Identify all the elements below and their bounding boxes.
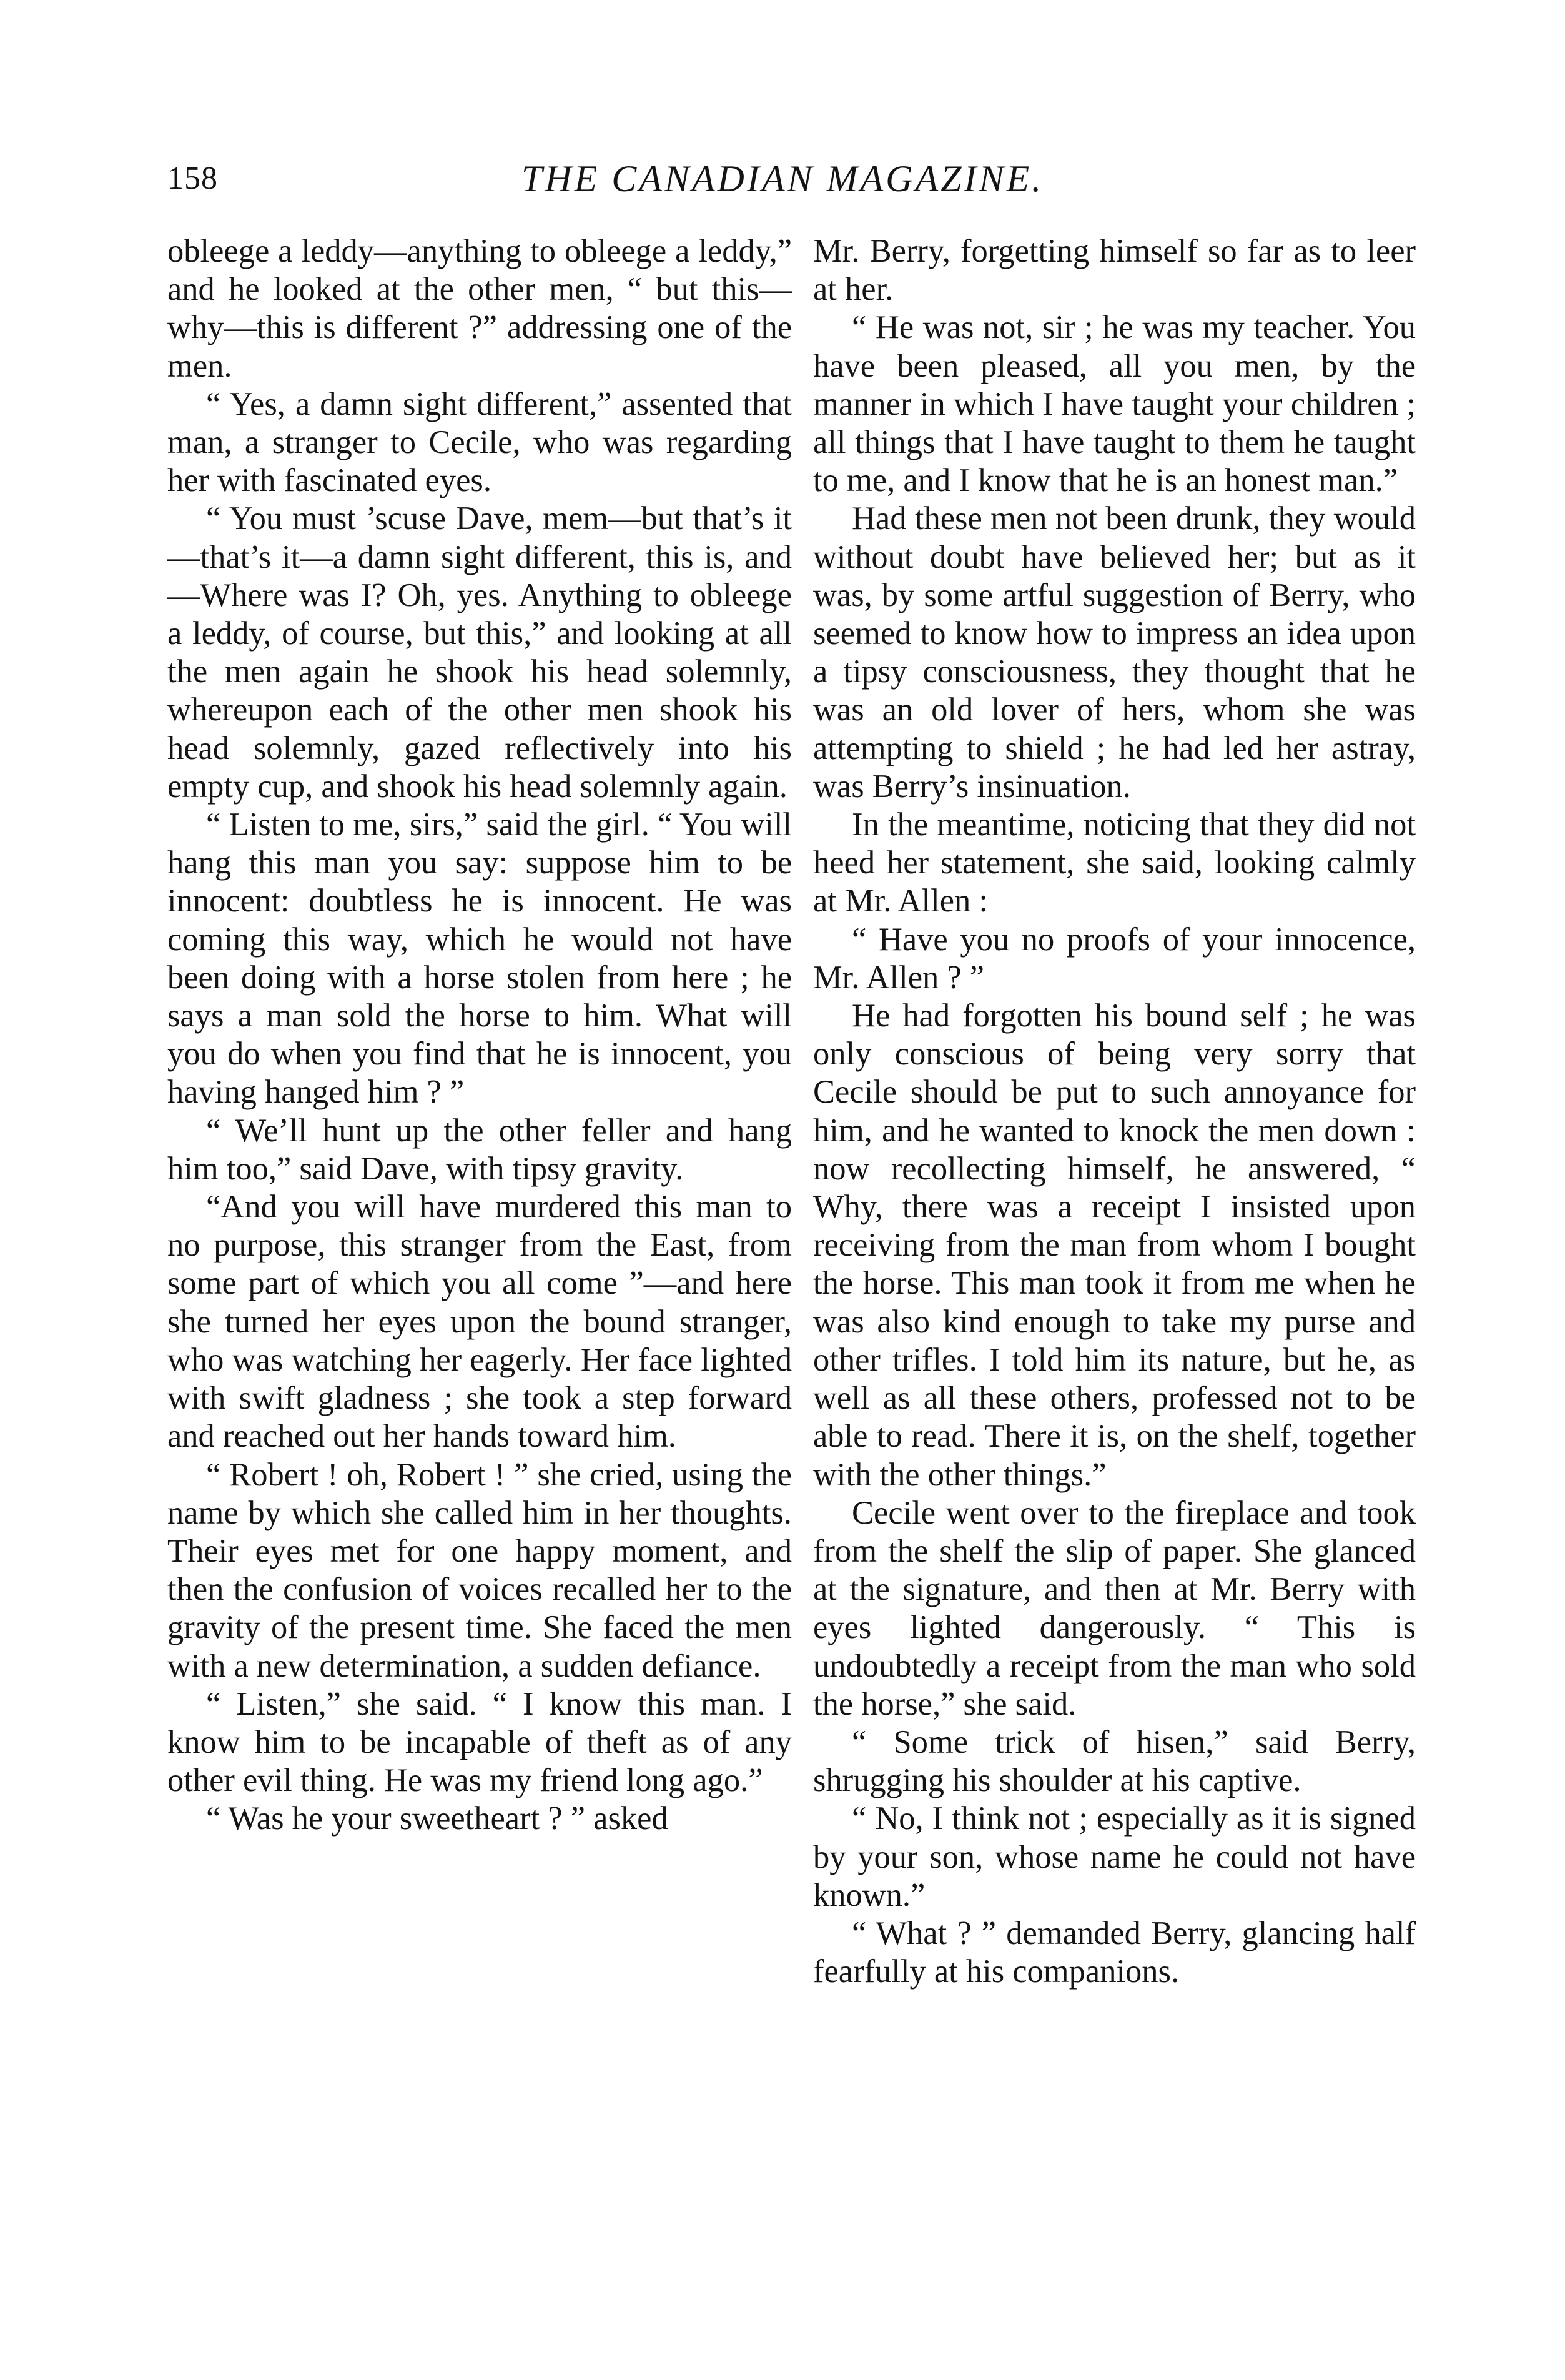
paragraph: “ Some trick of hisen,” said Berry, shrugging his shoulder at his captive. xyxy=(813,1723,1416,1799)
paragraph: “And you will have murdered this man to no purpose, this stranger from the East, from some part of which you all come ”—and here she turned her eyes upon the bound stranger, who was watching her eagerly. Her face lighted with swift gladness ; she took a step forward and reached out her hands toward him. xyxy=(167,1189,792,1455)
paragraph: Cecile went over to the fireplace and took from the shelf the slip of paper. She glanced at the signature, and then at Mr. Berry with eyes lighted dangerously. “ This is undoubtedly a receipt from the man who sold the horse,” she said. xyxy=(813,1494,1416,1722)
running-title: THE CANADIAN MAGAZINE. xyxy=(521,158,1044,199)
paragraph: “ Have you no proofs of your innocence, Mr. Allen ? ” xyxy=(813,921,1416,996)
paragraph: “ Robert ! oh, Robert ! ” she cried, using the name by which she called him in her thoughts. Their eyes met for one happy moment, and then the confusion of voices recalled her to the gravity of the present time. She faced the men with a new determination, a sudden defiance. xyxy=(167,1456,792,1684)
paragraph: “ No, I think not ; especially as it is signed by your son, whose name he could not have known.” xyxy=(813,1800,1416,1913)
paragraph: obleege a leddy—anything to obleege a leddy,” and he looked at the other men, “ but this—why—this is different ?” addressing one of the men. xyxy=(167,233,792,384)
paragraph: Had these men not been drunk, they would without doubt have believed her; but as it was, by some artful suggestion of Berry, who seemed to know how to impress an idea upon a tipsy consciousness, they thought that he was an old lover of hers, whom she was attempting to shield ; he had led her astray, was Berry’s insinuation. xyxy=(813,500,1416,805)
paragraph: In the meantime, noticing that they did not heed her statement, she said, looking calmly at Mr. Allen : xyxy=(813,806,1416,920)
page-number: 158 xyxy=(167,161,218,196)
paragraph: “ Was he your sweetheart ? ” asked xyxy=(206,1800,668,1837)
paragraph: “ Listen,” she said. “ I know this man. I know him to be incapable of theft as of any other evil thing. He was my friend long ago.” xyxy=(167,1685,792,1799)
paragraph: “ You must ’scuse Dave, mem—but that’s it—that’s it—a damn sight different, this is, and—Where was I? Oh, yes. Anything to obleege a leddy, of course, but this,” and looking at all the men again he shook his head solemnly, whereupon each of the other men shook his head solemnly, gazed reflectively into his empty cup, and shook his head solemnly again. xyxy=(167,500,792,805)
paragraph: “ Listen to me, sirs,” said the girl. “ You will hang this man you say: suppose him to be innocent: doubtless he is innocent. He was coming this way, which he would not have been doing with a horse stolen from here ; he says a man sold the horse to him. What will you do when you find that he is innocent, you having hanged him ? ” xyxy=(167,806,792,1111)
paragraph: Mr. Berry, forgetting himself so far as to leer at her. xyxy=(813,233,1416,308)
paragraph: “ He was not, sir ; he was my teacher. You have been pleased, all you men, by the manner in which I have taught your children ; all things that I have taught to them he taught to me, and I know that he is an honest man.” xyxy=(813,309,1416,499)
paragraph: “ Yes, a damn sight different,” assented that man, a stranger to Cecile, who was regarding her with fascinated eyes. xyxy=(167,385,792,499)
left-column xyxy=(167,232,792,1838)
paragraph: “ What ? ” demanded Berry, glancing half fearfully at his companions. xyxy=(813,1915,1416,1990)
right-column xyxy=(813,232,1416,1991)
paragraph: “ We’ll hunt up the other feller and hang him too,” said Dave, with tipsy gravity. xyxy=(167,1112,792,1187)
paragraph: He had forgotten his bound self ; he was only conscious of being very sorry that Cecile should be put to such annoyance for him, and he wanted to knock the men down : now recollecting himself, he answered, “ Why, there was a receipt I insisted upon receiving from the man from whom I bought the horse. This man took it from me when he was also kind enough to take my purse and other trifles. I told him its nature, but he, as well as all these others, professed not to be able to read. There it is, on the shelf, together with the other things.” xyxy=(813,998,1416,1493)
